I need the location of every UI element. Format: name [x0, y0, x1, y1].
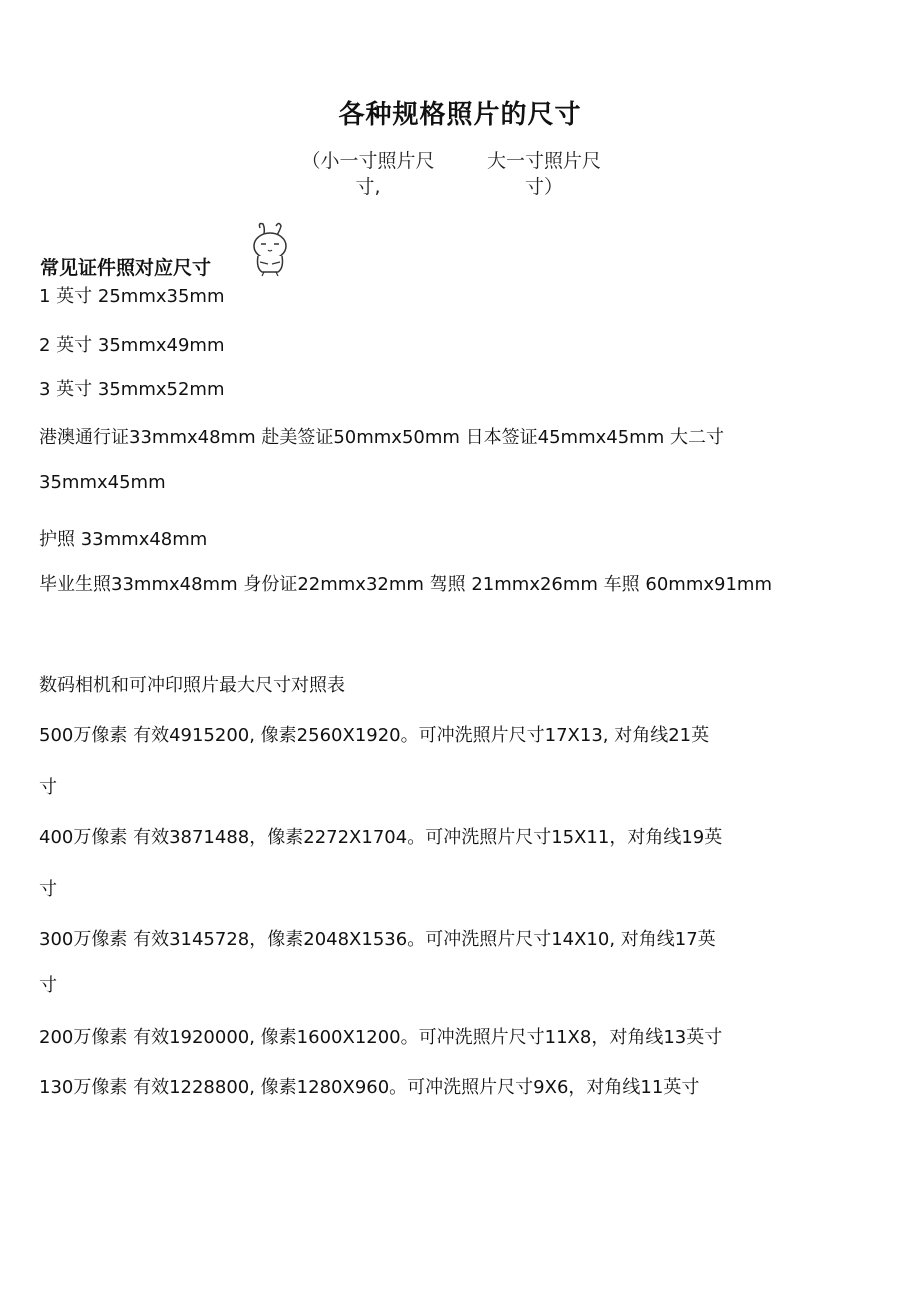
id-photo-line: 护照 33mmx48mm: [39, 529, 208, 550]
camera-line: 寸: [39, 975, 57, 996]
camera-line: 500万像素 有效4915200, 像素2560X1920。可冲洗照片尺寸17X13, 对角线21英: [39, 725, 710, 746]
id-photo-line: 港澳通行证33mmx48mm 赴美签证50mmx50mm 日本签证45mmx45mm 大二寸: [39, 427, 724, 448]
id-photo-line: 35mmx45mm: [39, 472, 166, 493]
id-photo-line: 毕业生照33mmx48mm 身份证22mmx32mm 驾照 21mmx26mm 车照 60mmx91mm: [39, 574, 772, 595]
id-photo-line: 3 英寸 35mmx52mm: [39, 379, 225, 400]
id-photo-line: 2 英寸 35mmx49mm: [39, 335, 225, 356]
subtitle-right: [470, 148, 618, 200]
subtitle-right-line2: 寸）: [524, 176, 563, 198]
subtitle-right-line1: 大一寸照片尺: [486, 150, 601, 172]
camera-line: 寸: [39, 879, 57, 900]
camera-line: 130万像素 有效1228800, 像素1280X960。可冲洗照片尺寸9X6，对角线11英寸: [39, 1077, 700, 1098]
id-photo-line: 1 英寸 25mmx35mm: [39, 286, 225, 307]
page-title: 各种规格照片的尺寸: [338, 100, 582, 130]
subtitle-left-line1: （小一寸照片尺: [301, 150, 435, 172]
camera-line: 200万像素 有效1920000, 像素1600X1200。可冲洗照片尺寸11X8，对角线13英寸: [39, 1027, 723, 1048]
camera-line: 400万像素 有效3871488，像素2272X1704。可冲洗照片尺寸15X11，对角线19英: [39, 827, 723, 848]
camera-section-heading: 数码相机和可冲印照片最大尺寸对照表: [39, 675, 345, 696]
subtitle-left: [288, 148, 448, 200]
camera-line: 300万像素 有效3145728，像素2048X1536。可冲洗照片尺寸14X10, 对角线17英: [39, 929, 716, 950]
id-photo-heading: 常见证件照对应尺寸: [40, 257, 212, 279]
rabbit-mascot-icon: [246, 222, 294, 278]
subtitle-left-line2: 寸,: [355, 176, 381, 198]
camera-line: 寸: [39, 777, 57, 798]
